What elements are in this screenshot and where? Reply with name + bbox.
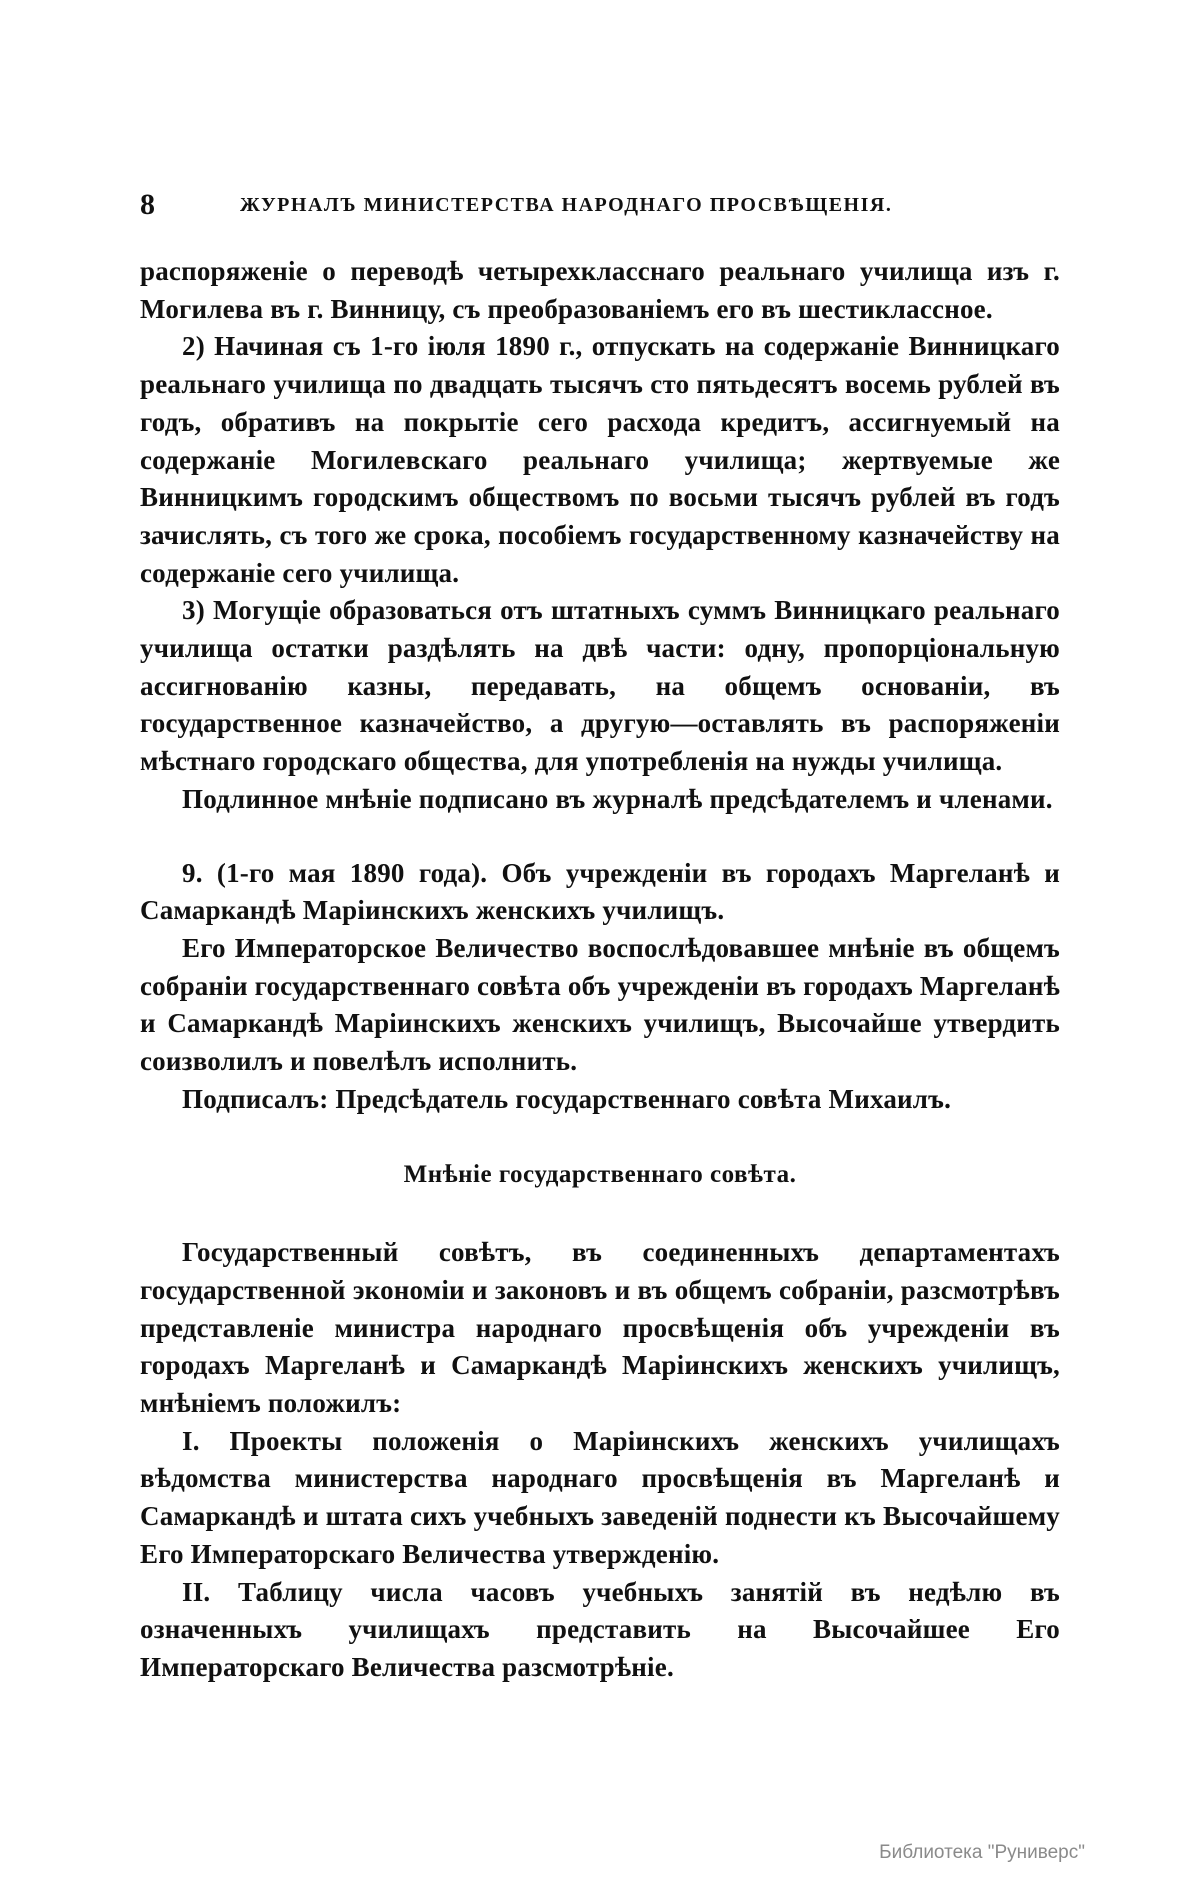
paragraph: I. Проекты положенія о Маріинскихъ женскихъ училищахъ вѣдомства министерства народнаго просвѣщенія въ Маргеланѣ и Самаркандѣ и штата сихъ учебныхъ заведеній поднести къ Высочайшему Его Императорскаго Величества утвержденію. (140, 1425, 1060, 1569)
journal-title: ЖУРНАЛЪ МИНИСТЕРСТВА НАРОДНАГО ПРОСВѢЩЕНІЯ. (240, 194, 893, 216)
library-watermark: Библиотека "Руниверс" (879, 1842, 1085, 1863)
body-text (140, 253, 1060, 1687)
paragraph: Подлинное мнѣніе подписано въ журналѣ предсѣдателемъ и членами. (182, 783, 1053, 814)
document-page (140, 185, 1060, 1687)
paragraph: 2) Начиная съ 1-го іюля 1890 г., отпускать на содержаніе Винницкаго реальнаго училища по двадцать тысячъ сто пятьдесятъ восемь рублей въ годъ, обративъ на покрытіе сего расхода кредитъ, ассигнуемый на содержаніе Могилевскаго реальнаго училища; жертвуемые же Винницкимъ городскимъ обществомъ по восьми тысячъ рублей въ годъ зачислять, съ того же срока, пособіемъ государственному казначейству на содержаніе сего училища. (140, 331, 1060, 588)
page-number: 8 (140, 188, 155, 221)
paragraph: Государственный совѣтъ, въ соединенныхъ департаментахъ государственной экономіи и законовъ и въ общемъ собраніи, разсмотрѣвъ представленіе министра народнаго просвѣщенія объ учрежденіи въ городахъ Маргеланѣ и Самаркандѣ Маріинскихъ женскихъ училищъ, мнѣніемъ положилъ: (140, 1237, 1060, 1418)
decree-title: 9. (1-го мая 1890 года). Объ учрежденіи въ городахъ Маргеланѣ и Самаркандѣ Маріинскихъ женскихъ училищъ. (140, 857, 1060, 926)
paragraph: 3) Могущіе образоваться отъ штатныхъ суммъ Винницкаго реальнаго училища остатки раздѣлять на двѣ части: одну, пропорціональную ассигнованію казны, передавать, на общемъ основаніи, въ государственное казначейство, а другую—оставлять въ распоряженіи мѣстнаго городскаго общества, для употребленія на нужды училища. (140, 595, 1060, 777)
signature-line: Подписалъ: Предсѣдатель государственнаго совѣта Михаилъ. (182, 1083, 952, 1114)
running-head (140, 185, 1060, 225)
section-heading: Мнѣніе государственнаго совѣта. (403, 1161, 797, 1189)
paragraph: Его Императорское Величество воспослѣдовавшее мнѣніе въ общемъ собраніи государственнаго совѣта объ учрежденіи въ городахъ Маргеланѣ и Самаркандѣ Маріинскихъ женскихъ училищъ, Высочайше утвердить соизволилъ и повелѣлъ исполнить. (140, 932, 1060, 1077)
paragraph: II. Таблицу числа часовъ учебныхъ занятій въ недѣлю въ означенныхъ училищахъ представить на Высочайшее Его Императорскаго Величества разсмотрѣніе. (140, 1576, 1060, 1682)
paragraph: распоряженіе о переводѣ четырехкласснаго реальнаго училища изъ г. Могилева въ г. Винницу, съ преобразованіемъ его въ шестиклассное. (140, 256, 1060, 324)
